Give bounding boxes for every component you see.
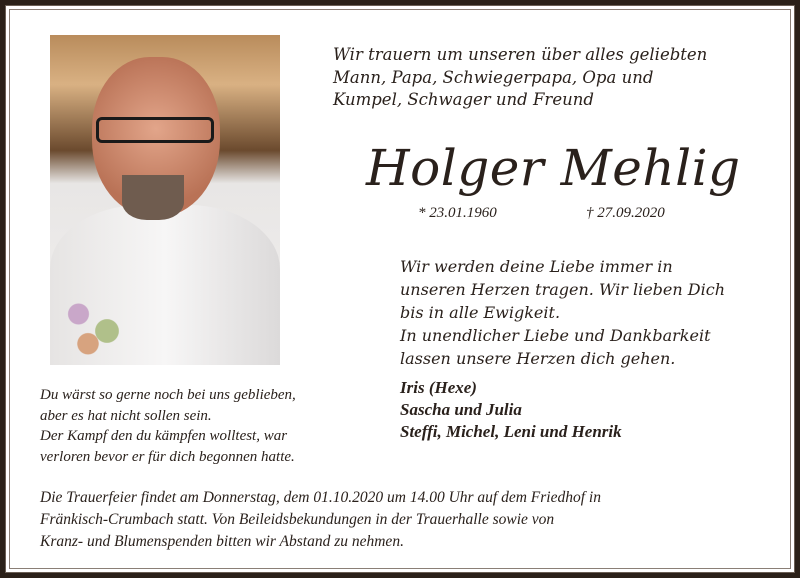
funeral-line: Kranz- und Blumenspenden bitten wir Abstand zu nehmen. xyxy=(40,533,404,550)
left-verse-line: Du wärst so gerne noch bei uns geblieben, xyxy=(40,387,296,403)
intro-line: Mann, Papa, Schwiegerpapa, Opa und xyxy=(333,67,654,87)
verse-line: In unendlicher Liebe und Dankbarkeit xyxy=(400,326,711,345)
mourners-list xyxy=(400,377,622,443)
left-verse xyxy=(40,385,296,467)
intro-line: Wir trauern um unseren über alles geliebten xyxy=(333,45,708,64)
verse-line: unseren Herzen tragen. Wir lieben Dich xyxy=(400,280,725,299)
left-verse-line: verloren bevor er für dich begonnen hatte. xyxy=(40,448,295,465)
verse-line: bis in alle Ewigkeit. xyxy=(400,303,561,322)
mourner: Steffi, Michel, Leni und Henrik xyxy=(400,422,622,441)
intro-text xyxy=(333,44,707,112)
mourner: Iris (Hexe) xyxy=(400,378,477,397)
mourner: Sascha und Julia xyxy=(400,400,522,419)
deceased-name: Holger Mehlig xyxy=(366,139,741,197)
photo-flowers xyxy=(50,280,145,365)
funeral-line: Fränkisch-Crumbach statt. Von Beileidsbekundungen in der Trauerhalle sowie von xyxy=(40,511,555,528)
funeral-line: Die Trauerfeier findet am Donnerstag, dem 01.10.2020 um 14.00 Uhr auf dem Friedhof in xyxy=(40,489,601,506)
portrait-photo xyxy=(50,35,280,365)
verse-line: Wir werden deine Liebe immer in xyxy=(400,257,673,276)
death-date: † 27.09.2020 xyxy=(586,205,665,221)
memorial-verse xyxy=(400,255,725,370)
left-verse-line: aber es hat nicht sollen sein. xyxy=(40,407,212,424)
intro-line: Kumpel, Schwager und Freund xyxy=(333,90,594,109)
birth-date: * 23.01.1960 xyxy=(418,205,497,221)
left-verse-line: Der Kampf den du kämpfen wolltest, war xyxy=(40,428,288,444)
photo-beard xyxy=(122,175,184,220)
verse-line: lassen unsere Herzen dich gehen. xyxy=(400,349,676,368)
funeral-notice xyxy=(40,487,601,553)
photo-glasses xyxy=(96,117,214,143)
